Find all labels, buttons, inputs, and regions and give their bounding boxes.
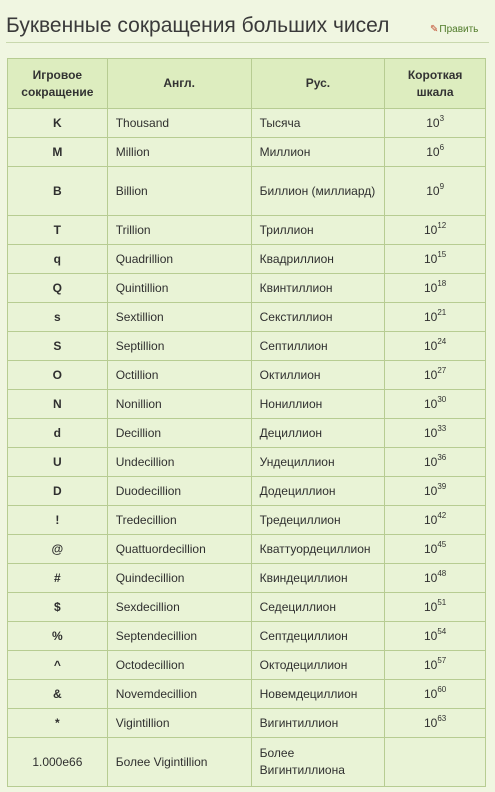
cell-short-scale (385, 216, 486, 245)
cell-english: Billion (107, 167, 251, 216)
cell-short-scale (385, 477, 486, 506)
cell-english: Quindecillion (107, 564, 251, 593)
cell-short-scale (385, 680, 486, 709)
cell-russian: Триллион (251, 216, 385, 245)
table-row (8, 680, 486, 709)
scale-exponent: 60 (437, 685, 447, 694)
scale-base: 10 (423, 252, 438, 266)
scale-base: 10 (423, 368, 438, 382)
cell-abbreviation: T (8, 216, 108, 245)
cell-english: Thousand (107, 109, 251, 138)
cell-russian: Седециллион (251, 593, 385, 622)
page-title: Буквенные сокращения больших чисел (6, 14, 390, 37)
table-row (8, 622, 486, 651)
scale-base: 10 (423, 542, 438, 556)
scale-base: 10 (423, 687, 438, 701)
table-row (8, 506, 486, 535)
cell-abbreviation: S (8, 332, 108, 361)
cell-russian: Ундециллион (251, 448, 385, 477)
cell-abbreviation: D (8, 477, 108, 506)
cell-short-scale (385, 506, 486, 535)
cell-russian: Октодециллион (251, 651, 385, 680)
cell-english: Nonillion (107, 390, 251, 419)
cell-english: Octodecillion (107, 651, 251, 680)
cell-russian: Додециллион (251, 477, 385, 506)
table-row (8, 738, 486, 787)
scale-base: 10 (423, 223, 438, 237)
edit-link[interactable] (430, 24, 478, 35)
pencil-icon: ✎ (430, 24, 439, 35)
scale-exponent: 27 (437, 366, 447, 375)
cell-english: Million (107, 138, 251, 167)
cell-english: Septillion (107, 332, 251, 361)
cell-english: Quattuordecillion (107, 535, 251, 564)
table-row (8, 167, 486, 216)
scale-base: 10 (426, 183, 440, 198)
table-row (8, 332, 486, 361)
scale-base: 10 (423, 571, 438, 585)
cell-abbreviation: $ (8, 593, 108, 622)
cell-short-scale (385, 419, 486, 448)
cell-abbreviation: M (8, 138, 108, 167)
scale-base: 10 (423, 310, 438, 324)
column-header-en: Англ. (107, 59, 251, 109)
cell-short-scale (385, 138, 486, 167)
cell-short-scale (385, 361, 486, 390)
table-row (8, 593, 486, 622)
cell-short-scale (385, 245, 486, 274)
table-row (8, 216, 486, 245)
cell-abbreviation: & (8, 680, 108, 709)
scale-base: 10 (423, 281, 438, 295)
scale-exponent: 30 (437, 395, 447, 404)
table-row (8, 361, 486, 390)
cell-short-scale (385, 593, 486, 622)
cell-english: Vigintillion (107, 709, 251, 738)
scale-exponent: 51 (437, 598, 447, 607)
cell-short-scale (385, 448, 486, 477)
cell-english: Quadrillion (107, 245, 251, 274)
cell-russian: Кваттуордециллион (251, 535, 385, 564)
scale-exponent: 3 (439, 114, 445, 123)
scale-exponent: 42 (437, 511, 447, 520)
scale-base: 10 (423, 339, 438, 353)
cell-english: Tredecillion (107, 506, 251, 535)
scale-base: 10 (423, 658, 438, 672)
scale-exponent: 57 (437, 656, 447, 665)
cell-short-scale (385, 390, 486, 419)
cell-abbreviation: O (8, 361, 108, 390)
table-row (8, 138, 486, 167)
table-row (8, 651, 486, 680)
scale-base: 10 (423, 629, 438, 643)
cell-russian: Нониллион (251, 390, 385, 419)
column-header-abbr: Игровое сокращение (8, 59, 108, 109)
table-row (8, 245, 486, 274)
cell-short-scale (385, 167, 486, 216)
scale-exponent: 9 (439, 181, 445, 191)
cell-abbreviation: * (8, 709, 108, 738)
scale-base: 10 (423, 455, 438, 469)
scale-exponent: 63 (437, 714, 447, 723)
cell-abbreviation: U (8, 448, 108, 477)
cell-abbreviation: ^ (8, 651, 108, 680)
cell-short-scale (385, 738, 486, 787)
scale-exponent: 15 (437, 250, 447, 259)
cell-english: Quintillion (107, 274, 251, 303)
cell-russian: Новемдециллион (251, 680, 385, 709)
cell-russian: Октиллион (251, 361, 385, 390)
cell-english: Decillion (107, 419, 251, 448)
table-row (8, 419, 486, 448)
cell-short-scale (385, 303, 486, 332)
cell-russian: Квадриллион (251, 245, 385, 274)
table-row (8, 477, 486, 506)
cell-russian: Квиндециллион (251, 564, 385, 593)
cell-short-scale (385, 622, 486, 651)
scale-base: 10 (423, 426, 438, 440)
table-row (8, 564, 486, 593)
cell-short-scale (385, 274, 486, 303)
cell-short-scale (385, 332, 486, 361)
scale-exponent: 24 (437, 337, 447, 346)
cell-english: Undecillion (107, 448, 251, 477)
cell-english: Более Vigintillion (107, 738, 251, 787)
scale-exponent: 6 (439, 143, 445, 152)
cell-russian: Биллион (миллиард) (251, 167, 385, 216)
abbreviations-table (7, 58, 486, 787)
cell-english: Novemdecillion (107, 680, 251, 709)
cell-russian: Дециллион (251, 419, 385, 448)
cell-abbreviation: s (8, 303, 108, 332)
cell-short-scale (385, 564, 486, 593)
scale-base: 10 (423, 397, 438, 411)
table-row (8, 448, 486, 477)
table-row (8, 274, 486, 303)
scale-base: 10 (426, 145, 440, 159)
cell-short-scale (385, 709, 486, 738)
cell-abbreviation: N (8, 390, 108, 419)
table-header-row (8, 59, 486, 109)
cell-english: Sextillion (107, 303, 251, 332)
scale-exponent: 48 (437, 569, 447, 578)
cell-abbreviation: Q (8, 274, 108, 303)
cell-english: Septendecillion (107, 622, 251, 651)
scale-exponent: 54 (437, 627, 447, 636)
cell-abbreviation: % (8, 622, 108, 651)
scale-exponent: 39 (437, 482, 447, 491)
column-header-scale: Короткая шкала (385, 59, 486, 109)
table-row (8, 109, 486, 138)
table-row (8, 390, 486, 419)
table-body (8, 109, 486, 787)
cell-russian: Септдециллион (251, 622, 385, 651)
scale-exponent: 45 (437, 540, 447, 549)
cell-english: Sexdecillion (107, 593, 251, 622)
page-header (6, 0, 489, 43)
cell-russian: Квинтиллион (251, 274, 385, 303)
cell-abbreviation: d (8, 419, 108, 448)
column-header-ru: Рус. (251, 59, 385, 109)
scale-exponent: 33 (437, 424, 447, 433)
scale-base: 10 (426, 116, 440, 130)
cell-abbreviation: q (8, 245, 108, 274)
scale-base: 10 (423, 716, 438, 730)
table-row (8, 303, 486, 332)
scale-exponent: 21 (437, 308, 447, 317)
cell-english: Duodecillion (107, 477, 251, 506)
cell-russian: Тредециллион (251, 506, 385, 535)
cell-abbreviation: # (8, 564, 108, 593)
cell-english: Trillion (107, 216, 251, 245)
cell-short-scale (385, 535, 486, 564)
cell-abbreviation: ! (8, 506, 108, 535)
cell-abbreviation: 1.000e66 (8, 738, 108, 787)
cell-russian: Миллион (251, 138, 385, 167)
cell-abbreviation: B (8, 167, 108, 216)
cell-short-scale (385, 651, 486, 680)
edit-link-label: Править (439, 24, 479, 35)
table-row (8, 535, 486, 564)
scale-base: 10 (423, 513, 438, 527)
table-row (8, 709, 486, 738)
cell-abbreviation: @ (8, 535, 108, 564)
cell-short-scale (385, 109, 486, 138)
scale-exponent: 36 (437, 453, 447, 462)
scale-exponent: 12 (437, 221, 447, 230)
cell-abbreviation: K (8, 109, 108, 138)
scale-exponent: 18 (437, 279, 447, 288)
cell-russian: Более Вигинтиллиона (251, 738, 385, 787)
cell-russian: Септиллион (251, 332, 385, 361)
cell-russian: Вигинтиллион (251, 709, 385, 738)
cell-russian: Секстиллион (251, 303, 385, 332)
cell-russian: Тысяча (251, 109, 385, 138)
scale-base: 10 (423, 600, 438, 614)
cell-english: Octillion (107, 361, 251, 390)
scale-base: 10 (423, 484, 438, 498)
